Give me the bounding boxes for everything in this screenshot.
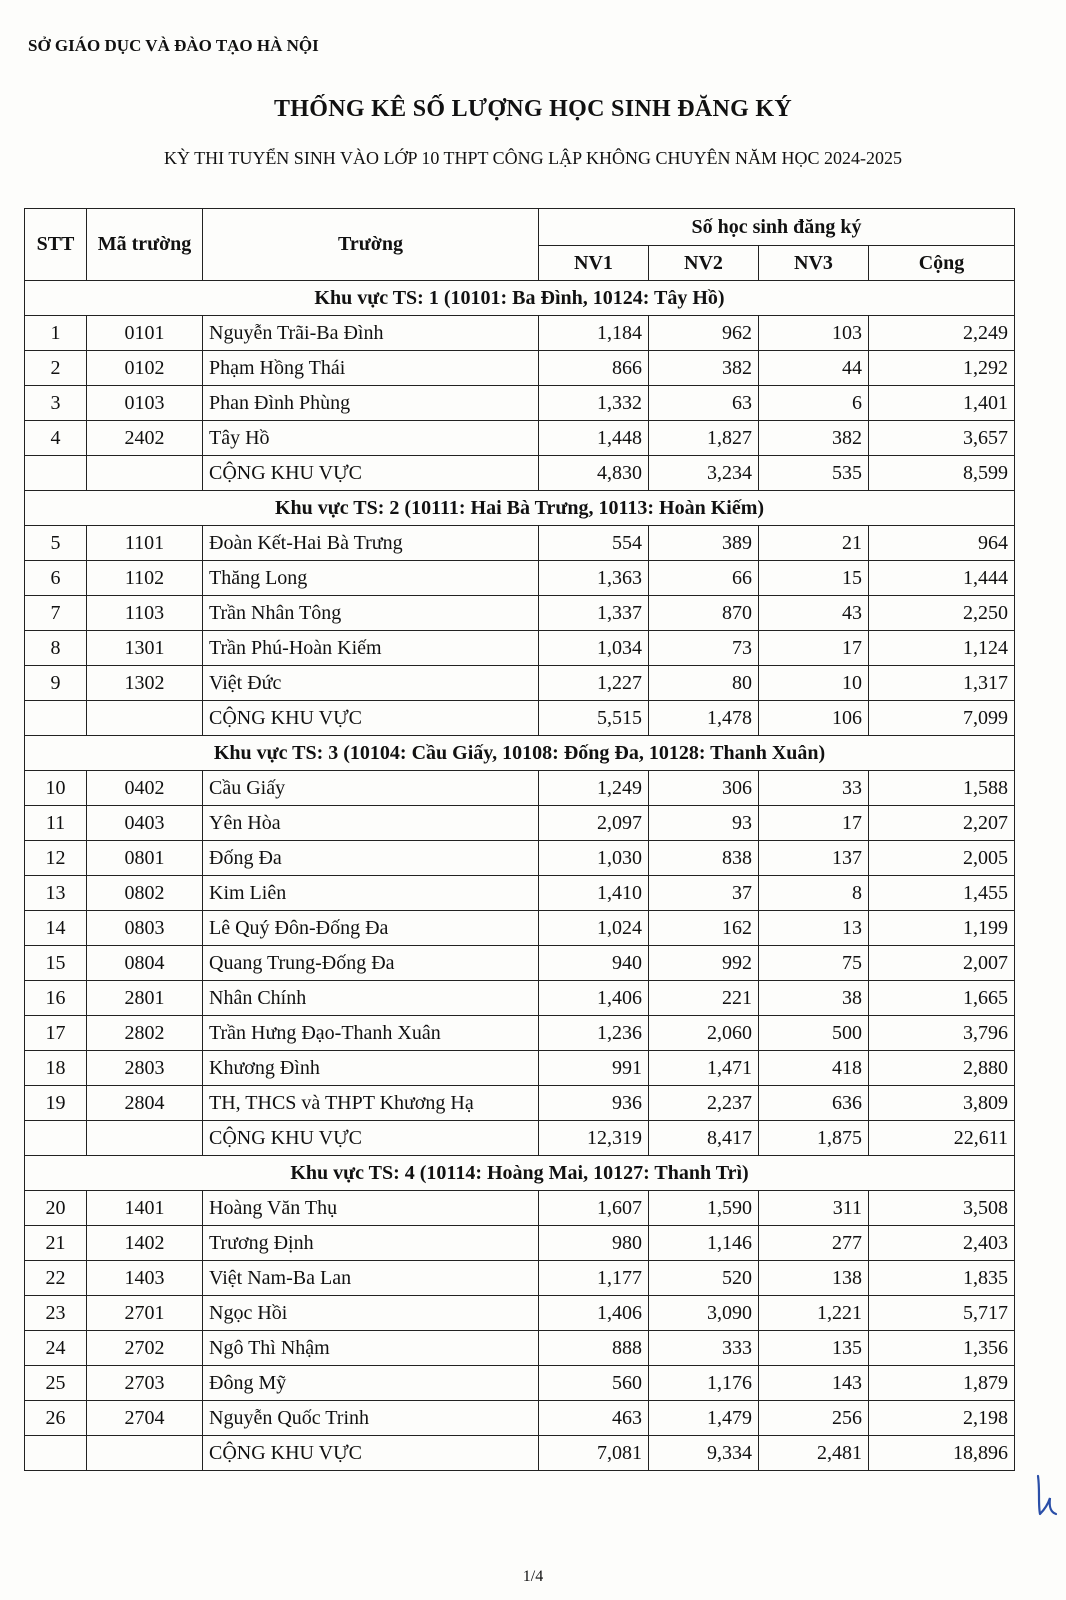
table-row xyxy=(25,1401,1015,1436)
row-nv2: 992 xyxy=(649,946,759,981)
row-nv1: 2,097 xyxy=(539,806,649,841)
row-school-code: 2704 xyxy=(87,1401,203,1436)
row-nv1: 936 xyxy=(539,1086,649,1121)
row-school-name: Khương Đình xyxy=(203,1051,539,1086)
row-school-code: 0102 xyxy=(87,351,203,386)
row-school-code: 1402 xyxy=(87,1226,203,1261)
page-number: 1/4 xyxy=(522,1568,544,1585)
row-school-name: Trương Định xyxy=(203,1226,539,1261)
row-nv1: 991 xyxy=(539,1051,649,1086)
row-nv3: 143 xyxy=(759,1366,869,1401)
table-row xyxy=(25,1191,1015,1226)
row-school-code: 1103 xyxy=(87,596,203,631)
document-subtitle: KỲ THI TUYỂN SINH VÀO LỚP 10 THPT CÔNG LẬP KHÔNG CHUYÊN NĂM HỌC 2024-2025 xyxy=(163,148,903,168)
row-nv3: 15 xyxy=(759,561,869,596)
row-total: 1,199 xyxy=(869,911,1015,946)
row-nv2: 73 xyxy=(649,631,759,666)
row-nv1: 1,227 xyxy=(539,666,649,701)
row-nv1: 1,249 xyxy=(539,771,649,806)
row-school-name: Thăng Long xyxy=(203,561,539,596)
row-nv1: 1,236 xyxy=(539,1016,649,1051)
row-school-code: 0801 xyxy=(87,841,203,876)
row-nv2: 63 xyxy=(649,386,759,421)
row-nv3: 17 xyxy=(759,806,869,841)
row-nv3: 10 xyxy=(759,666,869,701)
row-nv1: 1,332 xyxy=(539,386,649,421)
row-nv3: 44 xyxy=(759,351,869,386)
region-header-row xyxy=(25,281,1015,316)
row-total: 2,198 xyxy=(869,1401,1015,1436)
row-school-code: 1403 xyxy=(87,1261,203,1296)
subtotal-total: 22,611 xyxy=(869,1121,1015,1156)
row-nv3: 75 xyxy=(759,946,869,981)
subtotal-row xyxy=(25,1436,1015,1471)
row-nv3: 418 xyxy=(759,1051,869,1086)
subtotal-nv1: 12,319 xyxy=(539,1121,649,1156)
row-school-code: 0804 xyxy=(87,946,203,981)
table-row xyxy=(25,561,1015,596)
row-school-code: 2801 xyxy=(87,981,203,1016)
row-nv2: 3,090 xyxy=(649,1296,759,1331)
subtotal-empty-stt xyxy=(25,701,87,736)
row-total: 1,455 xyxy=(869,876,1015,911)
row-school-name: Kim Liên xyxy=(203,876,539,911)
row-school-name: Ngô Thì Nhậm xyxy=(203,1331,539,1366)
row-school-name: Đoàn Kết-Hai Bà Trưng xyxy=(203,526,539,561)
subtotal-nv2: 9,334 xyxy=(649,1436,759,1471)
subtotal-nv2: 3,234 xyxy=(649,456,759,491)
row-stt: 8 xyxy=(25,631,87,666)
row-nv1: 1,337 xyxy=(539,596,649,631)
row-stt: 9 xyxy=(25,666,87,701)
row-nv3: 311 xyxy=(759,1191,869,1226)
row-nv3: 8 xyxy=(759,876,869,911)
row-nv3: 256 xyxy=(759,1401,869,1436)
row-total: 3,657 xyxy=(869,421,1015,456)
row-stt: 10 xyxy=(25,771,87,806)
row-school-name: Trần Nhân Tông xyxy=(203,596,539,631)
row-total: 2,249 xyxy=(869,316,1015,351)
row-stt: 2 xyxy=(25,351,87,386)
row-total: 1,292 xyxy=(869,351,1015,386)
row-school-code: 0101 xyxy=(87,316,203,351)
region-title: Khu vực TS: 2 (10111: Hai Bà Trưng, 10113: Hoàn Kiếm) xyxy=(25,491,1015,526)
row-stt: 1 xyxy=(25,316,87,351)
header-school-code: Mã trường xyxy=(87,209,203,281)
table-row xyxy=(25,526,1015,561)
region-title: Khu vực TS: 1 (10101: Ba Đình, 10124: Tây Hồ) xyxy=(25,281,1015,316)
row-total: 964 xyxy=(869,526,1015,561)
row-school-code: 0103 xyxy=(87,386,203,421)
subtotal-total: 18,896 xyxy=(869,1436,1015,1471)
row-school-name: Tây Hồ xyxy=(203,421,539,456)
table-row xyxy=(25,1226,1015,1261)
row-nv1: 1,406 xyxy=(539,1296,649,1331)
subtotal-empty-code xyxy=(87,1436,203,1471)
row-nv3: 500 xyxy=(759,1016,869,1051)
row-total: 1,124 xyxy=(869,631,1015,666)
row-nv3: 33 xyxy=(759,771,869,806)
row-school-name: Phan Đình Phùng xyxy=(203,386,539,421)
row-school-name: Việt Nam-Ba Lan xyxy=(203,1261,539,1296)
row-stt: 6 xyxy=(25,561,87,596)
table-row xyxy=(25,981,1015,1016)
row-total: 1,879 xyxy=(869,1366,1015,1401)
row-nv2: 306 xyxy=(649,771,759,806)
row-school-name: Đông Mỹ xyxy=(203,1366,539,1401)
row-stt: 13 xyxy=(25,876,87,911)
table-row xyxy=(25,876,1015,911)
subtotal-label: CỘNG KHU VỰC xyxy=(203,456,539,491)
subtotal-empty-code xyxy=(87,701,203,736)
row-school-name: Việt Đức xyxy=(203,666,539,701)
row-stt: 18 xyxy=(25,1051,87,1086)
row-nv2: 2,237 xyxy=(649,1086,759,1121)
row-school-name: Đống Đa xyxy=(203,841,539,876)
subtotal-nv3: 1,875 xyxy=(759,1121,869,1156)
row-stt: 11 xyxy=(25,806,87,841)
row-nv1: 940 xyxy=(539,946,649,981)
subtotal-nv1: 5,515 xyxy=(539,701,649,736)
table-row xyxy=(25,1366,1015,1401)
row-nv2: 838 xyxy=(649,841,759,876)
row-school-code: 0802 xyxy=(87,876,203,911)
row-school-name: Nguyễn Quốc Trinh xyxy=(203,1401,539,1436)
row-school-name: Hoàng Văn Thụ xyxy=(203,1191,539,1226)
table-row xyxy=(25,806,1015,841)
row-nv2: 1,471 xyxy=(649,1051,759,1086)
table-row xyxy=(25,1086,1015,1121)
row-total: 2,250 xyxy=(869,596,1015,631)
row-nv1: 554 xyxy=(539,526,649,561)
subtotal-row xyxy=(25,701,1015,736)
row-total: 1,317 xyxy=(869,666,1015,701)
row-stt: 7 xyxy=(25,596,87,631)
row-stt: 16 xyxy=(25,981,87,1016)
row-nv1: 560 xyxy=(539,1366,649,1401)
row-nv2: 1,590 xyxy=(649,1191,759,1226)
row-nv2: 1,479 xyxy=(649,1401,759,1436)
row-nv1: 1,448 xyxy=(539,421,649,456)
table-row xyxy=(25,946,1015,981)
row-nv3: 137 xyxy=(759,841,869,876)
department-name: SỞ GIÁO DỤC VÀ ĐÀO TẠO HÀ NỘI xyxy=(28,36,319,55)
region-header-row xyxy=(25,736,1015,771)
row-nv3: 17 xyxy=(759,631,869,666)
row-nv1: 1,410 xyxy=(539,876,649,911)
table-row xyxy=(25,771,1015,806)
row-stt: 4 xyxy=(25,421,87,456)
region-header-row xyxy=(25,491,1015,526)
subtotal-label: CỘNG KHU VỰC xyxy=(203,701,539,736)
table-row xyxy=(25,316,1015,351)
row-school-code: 2802 xyxy=(87,1016,203,1051)
row-nv3: 636 xyxy=(759,1086,869,1121)
row-school-code: 2703 xyxy=(87,1366,203,1401)
row-nv3: 13 xyxy=(759,911,869,946)
table-row xyxy=(25,1051,1015,1086)
row-school-name: Nhân Chính xyxy=(203,981,539,1016)
row-stt: 24 xyxy=(25,1331,87,1366)
row-school-code: 0402 xyxy=(87,771,203,806)
row-nv1: 1,034 xyxy=(539,631,649,666)
row-nv2: 1,827 xyxy=(649,421,759,456)
header-nv3: NV3 xyxy=(759,246,869,281)
row-stt: 23 xyxy=(25,1296,87,1331)
row-stt: 20 xyxy=(25,1191,87,1226)
region-header-row xyxy=(25,1156,1015,1191)
row-total: 2,005 xyxy=(869,841,1015,876)
row-school-code: 0403 xyxy=(87,806,203,841)
subtotal-empty-code xyxy=(87,456,203,491)
subtotal-empty-stt xyxy=(25,456,87,491)
subtotal-nv2: 1,478 xyxy=(649,701,759,736)
row-total: 2,207 xyxy=(869,806,1015,841)
row-nv2: 333 xyxy=(649,1331,759,1366)
row-nv1: 1,024 xyxy=(539,911,649,946)
row-total: 1,401 xyxy=(869,386,1015,421)
row-school-code: 2701 xyxy=(87,1296,203,1331)
row-total: 5,717 xyxy=(869,1296,1015,1331)
header-nv1: NV1 xyxy=(539,246,649,281)
row-school-code: 0803 xyxy=(87,911,203,946)
row-nv1: 1,177 xyxy=(539,1261,649,1296)
row-stt: 22 xyxy=(25,1261,87,1296)
row-school-name: Trần Hưng Đạo-Thanh Xuân xyxy=(203,1016,539,1051)
subtotal-total: 8,599 xyxy=(869,456,1015,491)
table-row xyxy=(25,1016,1015,1051)
row-total: 3,508 xyxy=(869,1191,1015,1226)
row-total: 1,665 xyxy=(869,981,1015,1016)
subtotal-label: CỘNG KHU VỰC xyxy=(203,1121,539,1156)
row-total: 1,588 xyxy=(869,771,1015,806)
row-total: 3,809 xyxy=(869,1086,1015,1121)
row-school-code: 2702 xyxy=(87,1331,203,1366)
row-school-code: 1102 xyxy=(87,561,203,596)
header-total: Cộng xyxy=(869,246,1015,281)
table-row xyxy=(25,421,1015,456)
table-row xyxy=(25,666,1015,701)
row-nv2: 162 xyxy=(649,911,759,946)
subtotal-nv3: 106 xyxy=(759,701,869,736)
row-nv2: 80 xyxy=(649,666,759,701)
row-nv1: 1,406 xyxy=(539,981,649,1016)
handwritten-initial-mark xyxy=(1032,1470,1062,1520)
row-school-code: 1302 xyxy=(87,666,203,701)
header-nv2: NV2 xyxy=(649,246,759,281)
row-total: 3,796 xyxy=(869,1016,1015,1051)
subtotal-row xyxy=(25,456,1015,491)
row-nv1: 1,184 xyxy=(539,316,649,351)
table-row xyxy=(25,386,1015,421)
row-nv2: 870 xyxy=(649,596,759,631)
row-stt: 19 xyxy=(25,1086,87,1121)
row-total: 2,403 xyxy=(869,1226,1015,1261)
row-stt: 17 xyxy=(25,1016,87,1051)
table-row xyxy=(25,1296,1015,1331)
row-school-code: 2803 xyxy=(87,1051,203,1086)
row-nv2: 66 xyxy=(649,561,759,596)
subtotal-nv3: 2,481 xyxy=(759,1436,869,1471)
row-total: 1,444 xyxy=(869,561,1015,596)
header-school: Trường xyxy=(203,209,539,281)
row-nv2: 2,060 xyxy=(649,1016,759,1051)
row-nv2: 1,176 xyxy=(649,1366,759,1401)
subtotal-nv1: 4,830 xyxy=(539,456,649,491)
row-nv3: 1,221 xyxy=(759,1296,869,1331)
row-stt: 15 xyxy=(25,946,87,981)
table-row xyxy=(25,351,1015,386)
row-nv2: 962 xyxy=(649,316,759,351)
row-nv3: 21 xyxy=(759,526,869,561)
row-stt: 12 xyxy=(25,841,87,876)
subtotal-empty-stt xyxy=(25,1436,87,1471)
row-total: 1,356 xyxy=(869,1331,1015,1366)
row-nv3: 103 xyxy=(759,316,869,351)
row-school-name: Nguyễn Trãi-Ba Đình xyxy=(203,316,539,351)
row-nv2: 37 xyxy=(649,876,759,911)
row-stt: 14 xyxy=(25,911,87,946)
row-nv3: 38 xyxy=(759,981,869,1016)
document-title: THỐNG KÊ SỐ LƯỢNG HỌC SINH ĐĂNG KÝ xyxy=(273,96,793,122)
subtotal-total: 7,099 xyxy=(869,701,1015,736)
row-stt: 5 xyxy=(25,526,87,561)
row-nv2: 221 xyxy=(649,981,759,1016)
row-total: 1,835 xyxy=(869,1261,1015,1296)
row-nv3: 382 xyxy=(759,421,869,456)
subtotal-empty-stt xyxy=(25,1121,87,1156)
subtotal-nv3: 535 xyxy=(759,456,869,491)
row-school-name: Ngọc Hồi xyxy=(203,1296,539,1331)
table-row xyxy=(25,911,1015,946)
region-title: Khu vực TS: 4 (10114: Hoàng Mai, 10127: Thanh Trì) xyxy=(25,1156,1015,1191)
row-stt: 21 xyxy=(25,1226,87,1261)
header-stt: STT xyxy=(25,209,87,281)
row-nv1: 888 xyxy=(539,1331,649,1366)
row-school-code: 1301 xyxy=(87,631,203,666)
row-nv1: 1,363 xyxy=(539,561,649,596)
row-school-name: Quang Trung-Đống Đa xyxy=(203,946,539,981)
row-school-code: 2402 xyxy=(87,421,203,456)
row-nv3: 138 xyxy=(759,1261,869,1296)
row-stt: 3 xyxy=(25,386,87,421)
row-nv1: 866 xyxy=(539,351,649,386)
row-nv3: 6 xyxy=(759,386,869,421)
row-school-name: Cầu Giấy xyxy=(203,771,539,806)
row-nv2: 93 xyxy=(649,806,759,841)
table-row xyxy=(25,631,1015,666)
row-nv3: 277 xyxy=(759,1226,869,1261)
row-nv2: 520 xyxy=(649,1261,759,1296)
row-stt: 26 xyxy=(25,1401,87,1436)
row-nv1: 463 xyxy=(539,1401,649,1436)
row-nv3: 135 xyxy=(759,1331,869,1366)
row-stt: 25 xyxy=(25,1366,87,1401)
row-school-name: Trần Phú-Hoàn Kiếm xyxy=(203,631,539,666)
row-school-name: Phạm Hồng Thái xyxy=(203,351,539,386)
row-school-name: Yên Hòa xyxy=(203,806,539,841)
header-registered-group: Số học sinh đăng ký xyxy=(539,209,1015,246)
row-school-code: 1101 xyxy=(87,526,203,561)
row-nv2: 382 xyxy=(649,351,759,386)
subtotal-nv1: 7,081 xyxy=(539,1436,649,1471)
row-total: 2,007 xyxy=(869,946,1015,981)
row-nv3: 43 xyxy=(759,596,869,631)
row-school-code: 1401 xyxy=(87,1191,203,1226)
row-total: 2,880 xyxy=(869,1051,1015,1086)
registration-table xyxy=(24,208,1015,1471)
subtotal-nv2: 8,417 xyxy=(649,1121,759,1156)
row-nv1: 980 xyxy=(539,1226,649,1261)
row-nv1: 1,607 xyxy=(539,1191,649,1226)
table-row xyxy=(25,1331,1015,1366)
row-school-name: TH, THCS và THPT Khương Hạ xyxy=(203,1086,539,1121)
table-row xyxy=(25,596,1015,631)
row-school-name: Lê Quý Đôn-Đống Đa xyxy=(203,911,539,946)
region-title: Khu vực TS: 3 (10104: Cầu Giấy, 10108: Đống Đa, 10128: Thanh Xuân) xyxy=(25,736,1015,771)
row-nv2: 1,146 xyxy=(649,1226,759,1261)
table-row xyxy=(25,841,1015,876)
table-header xyxy=(25,209,1015,281)
table-row xyxy=(25,1261,1015,1296)
row-school-code: 2804 xyxy=(87,1086,203,1121)
subtotal-row xyxy=(25,1121,1015,1156)
subtotal-label: CỘNG KHU VỰC xyxy=(203,1436,539,1471)
row-nv2: 389 xyxy=(649,526,759,561)
table-body xyxy=(25,281,1015,1471)
row-nv1: 1,030 xyxy=(539,841,649,876)
subtotal-empty-code xyxy=(87,1121,203,1156)
